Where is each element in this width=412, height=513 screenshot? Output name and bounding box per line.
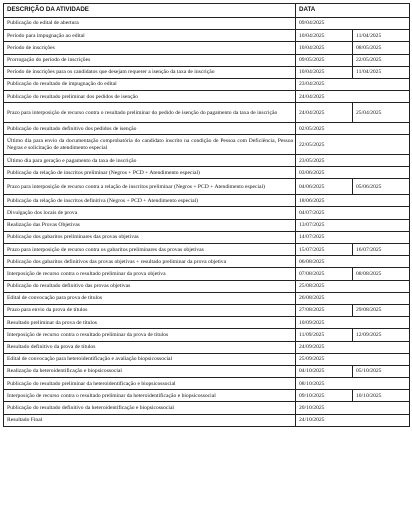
event-date: 24/04/2025 bbox=[296, 91, 410, 103]
end-date: 11/04/2025 bbox=[353, 66, 410, 78]
event-date: 13/07/2025 bbox=[296, 219, 410, 231]
event-date: 23/04/2025 bbox=[296, 78, 410, 90]
event-date: 18/06/2025 bbox=[296, 195, 410, 207]
end-date: 10/10/2025 bbox=[353, 390, 410, 402]
activity-description: Publicação dos gabaritos definitivos das provas objetivas + resultado preliminar da prova objetiva bbox=[4, 256, 296, 268]
schedule-row bbox=[4, 78, 410, 90]
schedule-row bbox=[4, 341, 410, 353]
event-date: 08/10/2025 bbox=[296, 378, 410, 390]
end-date: 22/05/2025 bbox=[353, 54, 410, 66]
activity-description: Último dia para geração e pagamento da taxa de inscrição bbox=[4, 155, 296, 167]
schedule-row bbox=[4, 244, 410, 256]
schedule-row bbox=[4, 155, 410, 167]
event-date: 10/09/2025 bbox=[296, 317, 410, 329]
start-date: 10/04/2025 bbox=[296, 42, 353, 54]
schedule-row bbox=[4, 167, 410, 179]
start-date: 04/06/2025 bbox=[296, 179, 353, 195]
schedule-row bbox=[4, 66, 410, 78]
end-date: 16/07/2025 bbox=[353, 244, 410, 256]
activity-description: Publicação do edital de abertura bbox=[4, 18, 296, 30]
schedule-row bbox=[4, 304, 410, 316]
start-date: 11/09/2025 bbox=[296, 329, 353, 341]
end-date: 08/08/2025 bbox=[353, 268, 410, 280]
activity-description: Prazo para interposição de recurso contra os gabaritos preliminares das provas objetivas bbox=[4, 244, 296, 256]
event-date: 24/10/2025 bbox=[296, 414, 410, 426]
activity-description: Período para impugnação ao edital bbox=[4, 30, 296, 42]
schedule-row bbox=[4, 42, 410, 54]
end-date: 29/08/2025 bbox=[353, 304, 410, 316]
activity-description: Edital de convocação para heteroidentificação e avaliação biopsicossocial bbox=[4, 353, 296, 365]
event-date: 04/07/2025 bbox=[296, 207, 410, 219]
end-date: 05/10/2025 bbox=[353, 365, 410, 377]
activity-description: Publicação do resultado definitivo dos pedidos de isenção bbox=[4, 123, 296, 135]
schedule-row bbox=[4, 280, 410, 292]
start-date: 09/05/2025 bbox=[296, 54, 353, 66]
start-date: 15/07/2025 bbox=[296, 244, 353, 256]
activity-description: Prazo para interposição de recurso contra o resultado preliminar do pedido de isenção do pagamento da taxa de inscrição bbox=[4, 103, 296, 123]
end-date: 11/04/2025 bbox=[353, 30, 410, 42]
activity-description: Publicação do resultado definitivo da heteroidentificação e biopsicossocial bbox=[4, 402, 296, 414]
start-date: 04/10/2025 bbox=[296, 365, 353, 377]
schedule-row bbox=[4, 195, 410, 207]
schedule-document bbox=[3, 3, 409, 427]
schedule-row bbox=[4, 353, 410, 365]
activity-description: Resultado preliminar da prova de títulos bbox=[4, 317, 296, 329]
event-date: 25/09/2025 bbox=[296, 353, 410, 365]
schedule-row bbox=[4, 135, 410, 155]
schedule-row bbox=[4, 103, 410, 123]
schedule-row bbox=[4, 378, 410, 390]
activity-column-header: DESCRIÇÃO DA ATIVIDADE bbox=[4, 4, 296, 18]
activity-description: Publicação do resultado definitivo das provas objetivas bbox=[4, 280, 296, 292]
end-date: 12/09/2025 bbox=[353, 329, 410, 341]
activity-description: Divulgação dos locais de prova bbox=[4, 207, 296, 219]
activity-description: Realização das Provas Objetivas bbox=[4, 219, 296, 231]
schedule-row bbox=[4, 219, 410, 231]
event-date: 02/05/2025 bbox=[296, 123, 410, 135]
activity-description: Prazo para envio da prova de títulos bbox=[4, 304, 296, 316]
activity-description: Período de inscrições para os candidatos que desejam requerer a isenção da taxa de inscrição bbox=[4, 66, 296, 78]
schedule-row bbox=[4, 292, 410, 304]
schedule-row bbox=[4, 123, 410, 135]
event-date: 09/04/2025 bbox=[296, 18, 410, 30]
schedule-row bbox=[4, 54, 410, 66]
activity-description: Período de inscrições bbox=[4, 42, 296, 54]
event-date: 06/08/2025 bbox=[296, 256, 410, 268]
event-date: 20/10/2025 bbox=[296, 402, 410, 414]
activity-description: Publicação do resultado de impugnação do edital bbox=[4, 78, 296, 90]
schedule-body bbox=[4, 18, 410, 427]
start-date: 10/04/2025 bbox=[296, 30, 353, 42]
activity-description: Resultado Final bbox=[4, 414, 296, 426]
schedule-row bbox=[4, 329, 410, 341]
activity-description: Interposição de recurso contra o resultado preliminar da prova objetiva bbox=[4, 268, 296, 280]
start-date: 09/10/2025 bbox=[296, 390, 353, 402]
activity-description: Realização da heteroidentificação e biopsicossocial bbox=[4, 365, 296, 377]
event-date: 03/06/2025 bbox=[296, 167, 410, 179]
schedule-row bbox=[4, 179, 410, 195]
start-date: 24/04/2025 bbox=[296, 103, 353, 123]
event-date: 14/07/2025 bbox=[296, 231, 410, 243]
end-date: 25/04/2025 bbox=[353, 103, 410, 123]
activity-description: Publicação da relação de inscritos definitiva (Negros + PCD + Atendimento especial) bbox=[4, 195, 296, 207]
schedule-row bbox=[4, 207, 410, 219]
activity-description: Publicação do resultado preliminar dos pedidos de isenção bbox=[4, 91, 296, 103]
end-date: 08/05/2025 bbox=[353, 42, 410, 54]
schedule-row bbox=[4, 317, 410, 329]
activity-description: Interposição de recurso contra o resultado preliminar da heteroidentificação e biopsicossocial bbox=[4, 390, 296, 402]
schedule-row bbox=[4, 268, 410, 280]
activity-description: Prorrogação do período de inscrições bbox=[4, 54, 296, 66]
schedule-row bbox=[4, 390, 410, 402]
event-date: 26/08/2025 bbox=[296, 292, 410, 304]
schedule-row bbox=[4, 402, 410, 414]
header-row bbox=[4, 4, 410, 18]
schedule-row bbox=[4, 231, 410, 243]
activity-description: Publicação da relação de inscritos preliminar (Negros + PCD + Atendimento especial) bbox=[4, 167, 296, 179]
event-date: 23/05/2025 bbox=[296, 155, 410, 167]
start-date: 27/08/2025 bbox=[296, 304, 353, 316]
schedule-row bbox=[4, 91, 410, 103]
event-date: 25/08/2025 bbox=[296, 280, 410, 292]
date-column-header: DATA bbox=[296, 4, 410, 18]
activity-description: Resultado definitivo da prova de títulos bbox=[4, 341, 296, 353]
schedule-row bbox=[4, 414, 410, 426]
schedule-row bbox=[4, 365, 410, 377]
start-date: 10/04/2025 bbox=[296, 66, 353, 78]
activity-description: Último dia para envio da documentação comprobatória do candidato inscrito na condição de Pessoa com Deficiência, Pessoa Negras e solicitação de atendimento especial bbox=[4, 135, 296, 155]
schedule-table bbox=[3, 3, 410, 427]
schedule-row bbox=[4, 256, 410, 268]
schedule-row bbox=[4, 30, 410, 42]
schedule-row bbox=[4, 18, 410, 30]
start-date: 07/08/2025 bbox=[296, 268, 353, 280]
activity-description: Prazo para interposição de recurso contra a relação de inscritos preliminar (Negros + PCD + Atendimento especial) bbox=[4, 179, 296, 195]
activity-description: Publicação dos gabaritos preliminares das provas objetivas bbox=[4, 231, 296, 243]
activity-description: Publicação do resultado preliminar da heteroidentificação e biopsicossocial bbox=[4, 378, 296, 390]
event-date: 22/05/2025 bbox=[296, 135, 410, 155]
event-date: 24/09/2025 bbox=[296, 341, 410, 353]
activity-description: Edital de convocação para prova de títulos bbox=[4, 292, 296, 304]
activity-description: Interposição de recurso contra o resultado preliminar da prova de títulos bbox=[4, 329, 296, 341]
end-date: 05/06/2025 bbox=[353, 179, 410, 195]
